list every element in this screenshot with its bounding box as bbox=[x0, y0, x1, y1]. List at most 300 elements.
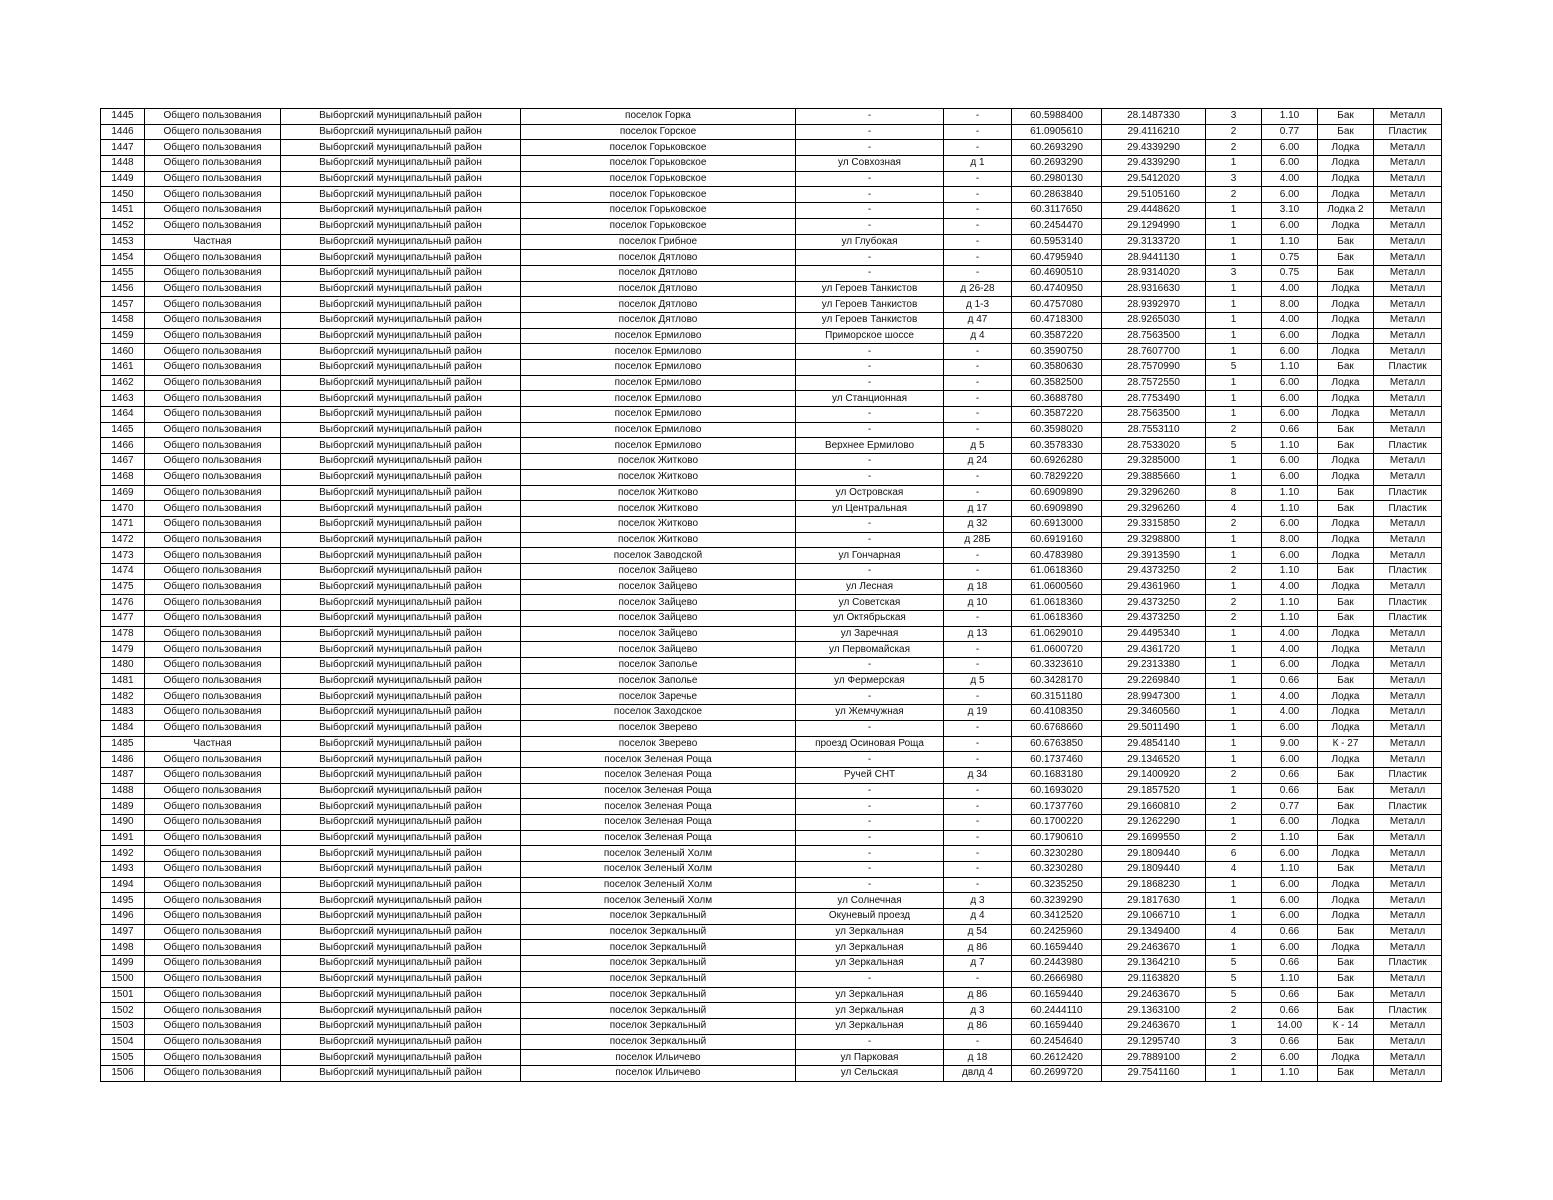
cell-container-count: 2 bbox=[1206, 1050, 1262, 1066]
table-row bbox=[101, 767, 1442, 783]
cell-row-number: 1484 bbox=[101, 720, 145, 736]
cell-latitude: 60.4757080 bbox=[1012, 297, 1102, 313]
cell-settlement: поселок Зеркальный bbox=[521, 956, 796, 972]
cell-settlement: поселок Горьковское bbox=[521, 140, 796, 156]
cell-material: Пластик bbox=[1374, 124, 1442, 140]
cell-latitude: 60.3323610 bbox=[1012, 658, 1102, 674]
cell-container-type: Бак bbox=[1318, 265, 1374, 281]
cell-settlement: поселок Ермилово bbox=[521, 328, 796, 344]
cell-district: Выборгский муниципальный район bbox=[281, 767, 521, 783]
cell-material: Металл bbox=[1374, 109, 1442, 125]
cell-usage-type: Общего пользования bbox=[145, 971, 281, 987]
cell-street: - bbox=[796, 469, 944, 485]
cell-row-number: 1497 bbox=[101, 924, 145, 940]
cell-material: Металл bbox=[1374, 344, 1442, 360]
cell-street: ул Солнечная bbox=[796, 893, 944, 909]
cell-street: Верхнее Ермилово bbox=[796, 438, 944, 454]
cell-row-number: 1491 bbox=[101, 830, 145, 846]
cell-house: - bbox=[944, 344, 1012, 360]
cell-container-type: Лодка bbox=[1318, 814, 1374, 830]
cell-row-number: 1501 bbox=[101, 987, 145, 1003]
cell-latitude: 60.3230280 bbox=[1012, 846, 1102, 862]
cell-settlement: поселок Зеленый Холм bbox=[521, 862, 796, 878]
cell-street: - bbox=[796, 877, 944, 893]
cell-street: ул Сельская bbox=[796, 1065, 944, 1081]
cell-street: проезд Осиновая Роща bbox=[796, 736, 944, 752]
table-row bbox=[101, 877, 1442, 893]
cell-material: Металл bbox=[1374, 140, 1442, 156]
cell-longitude: 29.4448620 bbox=[1102, 203, 1206, 219]
cell-usage-type: Общего пользования bbox=[145, 516, 281, 532]
cell-container-type: Лодка bbox=[1318, 344, 1374, 360]
cell-house: двлд 4 bbox=[944, 1065, 1012, 1081]
cell-settlement: поселок Зайцево bbox=[521, 563, 796, 579]
table-row bbox=[101, 752, 1442, 768]
cell-usage-type: Общего пользования bbox=[145, 281, 281, 297]
cell-district: Выборгский муниципальный район bbox=[281, 1065, 521, 1081]
cell-settlement: поселок Горское bbox=[521, 124, 796, 140]
cell-latitude: 60.2666980 bbox=[1012, 971, 1102, 987]
cell-house: д 4 bbox=[944, 328, 1012, 344]
cell-material: Металл bbox=[1374, 626, 1442, 642]
cell-container-count: 1 bbox=[1206, 407, 1262, 423]
cell-row-number: 1466 bbox=[101, 438, 145, 454]
cell-street: ул Героев Танкистов bbox=[796, 281, 944, 297]
cell-house: - bbox=[944, 783, 1012, 799]
cell-row-number: 1481 bbox=[101, 673, 145, 689]
cell-district: Выборгский муниципальный район bbox=[281, 563, 521, 579]
cell-district: Выборгский муниципальный район bbox=[281, 422, 521, 438]
cell-container-count: 1 bbox=[1206, 532, 1262, 548]
cell-container-count: 1 bbox=[1206, 1065, 1262, 1081]
cell-district: Выборгский муниципальный район bbox=[281, 140, 521, 156]
cell-settlement: поселок Зайцево bbox=[521, 579, 796, 595]
cell-settlement: поселок Зайцево bbox=[521, 595, 796, 611]
cell-settlement: поселок Грибное bbox=[521, 234, 796, 250]
cell-volume: 0.66 bbox=[1262, 767, 1318, 783]
cell-latitude: 61.0618360 bbox=[1012, 563, 1102, 579]
cell-container-count: 5 bbox=[1206, 971, 1262, 987]
table-row bbox=[101, 171, 1442, 187]
cell-volume: 6.00 bbox=[1262, 407, 1318, 423]
cell-material: Металл bbox=[1374, 391, 1442, 407]
cell-latitude: 60.2699720 bbox=[1012, 1065, 1102, 1081]
cell-row-number: 1502 bbox=[101, 1003, 145, 1019]
cell-volume: 6.00 bbox=[1262, 391, 1318, 407]
cell-house: - bbox=[944, 799, 1012, 815]
cell-district: Выборгский муниципальный район bbox=[281, 595, 521, 611]
cell-street: - bbox=[796, 140, 944, 156]
cell-container-count: 1 bbox=[1206, 203, 1262, 219]
cell-volume: 4.00 bbox=[1262, 579, 1318, 595]
cell-container-count: 3 bbox=[1206, 171, 1262, 187]
cell-volume: 1.10 bbox=[1262, 862, 1318, 878]
cell-district: Выборгский муниципальный район bbox=[281, 924, 521, 940]
cell-volume: 4.00 bbox=[1262, 626, 1318, 642]
cell-container-count: 2 bbox=[1206, 422, 1262, 438]
cell-row-number: 1495 bbox=[101, 893, 145, 909]
cell-street: - bbox=[796, 720, 944, 736]
cell-house: - bbox=[944, 124, 1012, 140]
cell-longitude: 29.3298800 bbox=[1102, 532, 1206, 548]
cell-house: - bbox=[944, 187, 1012, 203]
cell-settlement: поселок Горка bbox=[521, 109, 796, 125]
cell-material: Металл bbox=[1374, 548, 1442, 564]
cell-usage-type: Общего пользования bbox=[145, 940, 281, 956]
cell-volume: 6.00 bbox=[1262, 877, 1318, 893]
cell-row-number: 1471 bbox=[101, 516, 145, 532]
cell-row-number: 1448 bbox=[101, 156, 145, 172]
cell-house: - bbox=[944, 171, 1012, 187]
cell-usage-type: Общего пользования bbox=[145, 265, 281, 281]
cell-container-type: Лодка bbox=[1318, 705, 1374, 721]
cell-longitude: 29.1346520 bbox=[1102, 752, 1206, 768]
cell-usage-type: Общего пользования bbox=[145, 422, 281, 438]
cell-district: Выборгский муниципальный район bbox=[281, 485, 521, 501]
cell-usage-type: Общего пользования bbox=[145, 438, 281, 454]
cell-district: Выборгский муниципальный район bbox=[281, 956, 521, 972]
cell-district: Выборгский муниципальный район bbox=[281, 1018, 521, 1034]
cell-volume: 0.66 bbox=[1262, 956, 1318, 972]
cell-longitude: 29.1363100 bbox=[1102, 1003, 1206, 1019]
table-row bbox=[101, 140, 1442, 156]
cell-row-number: 1488 bbox=[101, 783, 145, 799]
cell-container-type: Бак bbox=[1318, 830, 1374, 846]
cell-container-type: Бак bbox=[1318, 956, 1374, 972]
cell-district: Выборгский муниципальный район bbox=[281, 971, 521, 987]
cell-row-number: 1492 bbox=[101, 846, 145, 862]
cell-container-type: Бак bbox=[1318, 783, 1374, 799]
cell-usage-type: Общего пользования bbox=[145, 344, 281, 360]
cell-container-count: 2 bbox=[1206, 830, 1262, 846]
cell-street: ул Зеркальная bbox=[796, 940, 944, 956]
cell-container-count: 1 bbox=[1206, 814, 1262, 830]
cell-material: Металл bbox=[1374, 469, 1442, 485]
table-row bbox=[101, 1034, 1442, 1050]
cell-row-number: 1465 bbox=[101, 422, 145, 438]
cell-container-type: Лодка bbox=[1318, 752, 1374, 768]
cell-container-type: Лодка bbox=[1318, 391, 1374, 407]
cell-latitude: 60.1683180 bbox=[1012, 767, 1102, 783]
cell-container-count: 2 bbox=[1206, 1003, 1262, 1019]
cell-settlement: поселок Ермилово bbox=[521, 407, 796, 423]
cell-usage-type: Общего пользования bbox=[145, 642, 281, 658]
cell-settlement: поселок Дятлово bbox=[521, 281, 796, 297]
cell-material: Металл bbox=[1374, 1034, 1442, 1050]
cell-longitude: 28.7607700 bbox=[1102, 344, 1206, 360]
cell-row-number: 1445 bbox=[101, 109, 145, 125]
cell-latitude: 60.1659440 bbox=[1012, 1018, 1102, 1034]
cell-container-count: 1 bbox=[1206, 312, 1262, 328]
cell-container-count: 1 bbox=[1206, 940, 1262, 956]
cell-container-count: 5 bbox=[1206, 956, 1262, 972]
cell-container-type: Лодка bbox=[1318, 1050, 1374, 1066]
cell-house: - bbox=[944, 752, 1012, 768]
cell-volume: 6.00 bbox=[1262, 893, 1318, 909]
cell-container-type: Бак bbox=[1318, 124, 1374, 140]
cell-container-count: 1 bbox=[1206, 752, 1262, 768]
table-row bbox=[101, 830, 1442, 846]
cell-usage-type: Общего пользования bbox=[145, 218, 281, 234]
cell-longitude: 29.4339290 bbox=[1102, 140, 1206, 156]
cell-container-type: Бак bbox=[1318, 971, 1374, 987]
cell-district: Выборгский муниципальный район bbox=[281, 736, 521, 752]
cell-usage-type: Общего пользования bbox=[145, 579, 281, 595]
cell-latitude: 60.3235250 bbox=[1012, 877, 1102, 893]
cell-container-count: 5 bbox=[1206, 360, 1262, 376]
cell-latitude: 60.4690510 bbox=[1012, 265, 1102, 281]
table-row bbox=[101, 689, 1442, 705]
cell-settlement: поселок Горьковское bbox=[521, 218, 796, 234]
cell-row-number: 1462 bbox=[101, 375, 145, 391]
cell-container-type: Лодка bbox=[1318, 312, 1374, 328]
cell-longitude: 29.5412020 bbox=[1102, 171, 1206, 187]
cell-container-type: Бак bbox=[1318, 563, 1374, 579]
cell-house: д 1-3 bbox=[944, 297, 1012, 313]
cell-volume: 6.00 bbox=[1262, 814, 1318, 830]
table-row bbox=[101, 987, 1442, 1003]
cell-district: Выборгский муниципальный район bbox=[281, 705, 521, 721]
cell-district: Выборгский муниципальный район bbox=[281, 344, 521, 360]
cell-container-type: Бак bbox=[1318, 595, 1374, 611]
cell-material: Металл bbox=[1374, 281, 1442, 297]
cell-district: Выборгский муниципальный район bbox=[281, 124, 521, 140]
cell-latitude: 61.0629010 bbox=[1012, 626, 1102, 642]
cell-usage-type: Общего пользования bbox=[145, 611, 281, 627]
cell-latitude: 60.7829220 bbox=[1012, 469, 1102, 485]
cell-row-number: 1455 bbox=[101, 265, 145, 281]
cell-row-number: 1487 bbox=[101, 767, 145, 783]
cell-latitude: 60.3428170 bbox=[1012, 673, 1102, 689]
cell-latitude: 60.2863840 bbox=[1012, 187, 1102, 203]
cell-longitude: 29.1660810 bbox=[1102, 799, 1206, 815]
cell-volume: 1.10 bbox=[1262, 971, 1318, 987]
cell-district: Выборгский муниципальный район bbox=[281, 940, 521, 956]
cell-row-number: 1472 bbox=[101, 532, 145, 548]
cell-latitude: 60.6909890 bbox=[1012, 501, 1102, 517]
cell-material: Металл bbox=[1374, 218, 1442, 234]
cell-container-type: Бак bbox=[1318, 250, 1374, 266]
cell-longitude: 29.4339290 bbox=[1102, 156, 1206, 172]
cell-row-number: 1450 bbox=[101, 187, 145, 203]
cell-settlement: поселок Зеркальный bbox=[521, 971, 796, 987]
cell-street: - bbox=[796, 407, 944, 423]
cell-row-number: 1454 bbox=[101, 250, 145, 266]
cell-container-type: К - 14 bbox=[1318, 1018, 1374, 1034]
table-row bbox=[101, 297, 1442, 313]
cell-district: Выборгский муниципальный район bbox=[281, 109, 521, 125]
cell-container-count: 2 bbox=[1206, 563, 1262, 579]
cell-usage-type: Общего пользования bbox=[145, 501, 281, 517]
cell-street: ул Центральная bbox=[796, 501, 944, 517]
cell-street: ул Зеркальная bbox=[796, 987, 944, 1003]
cell-settlement: поселок Зверево bbox=[521, 720, 796, 736]
cell-house: - bbox=[944, 971, 1012, 987]
table-row bbox=[101, 344, 1442, 360]
cell-container-count: 3 bbox=[1206, 265, 1262, 281]
cell-latitude: 60.2612420 bbox=[1012, 1050, 1102, 1066]
table-row bbox=[101, 265, 1442, 281]
table-row bbox=[101, 611, 1442, 627]
cell-settlement: поселок Зеркальный bbox=[521, 1003, 796, 1019]
cell-material: Металл bbox=[1374, 736, 1442, 752]
cell-district: Выборгский муниципальный район bbox=[281, 454, 521, 470]
cell-district: Выборгский муниципальный район bbox=[281, 297, 521, 313]
cell-longitude: 29.4373250 bbox=[1102, 595, 1206, 611]
table-row bbox=[101, 328, 1442, 344]
cell-settlement: поселок Горьковское bbox=[521, 203, 796, 219]
table-row bbox=[101, 532, 1442, 548]
cell-usage-type: Общего пользования bbox=[145, 1065, 281, 1081]
cell-material: Пластик bbox=[1374, 485, 1442, 501]
cell-usage-type: Общего пользования bbox=[145, 924, 281, 940]
cell-house: д 10 bbox=[944, 595, 1012, 611]
cell-material: Металл bbox=[1374, 893, 1442, 909]
cell-latitude: 60.2980130 bbox=[1012, 171, 1102, 187]
cell-material: Металл bbox=[1374, 579, 1442, 595]
cell-container-type: Бак bbox=[1318, 862, 1374, 878]
cell-latitude: 61.0618360 bbox=[1012, 595, 1102, 611]
cell-container-type: Лодка bbox=[1318, 893, 1374, 909]
cell-usage-type: Общего пользования bbox=[145, 532, 281, 548]
cell-longitude: 29.3133720 bbox=[1102, 234, 1206, 250]
cell-street: ул Советская bbox=[796, 595, 944, 611]
cell-container-count: 1 bbox=[1206, 297, 1262, 313]
cell-settlement: поселок Зверево bbox=[521, 736, 796, 752]
cell-street: - bbox=[796, 360, 944, 376]
table-row bbox=[101, 516, 1442, 532]
cell-latitude: 60.2425960 bbox=[1012, 924, 1102, 940]
cell-row-number: 1467 bbox=[101, 454, 145, 470]
cell-longitude: 29.4854140 bbox=[1102, 736, 1206, 752]
table-row bbox=[101, 940, 1442, 956]
cell-volume: 0.77 bbox=[1262, 124, 1318, 140]
cell-volume: 1.10 bbox=[1262, 485, 1318, 501]
cell-container-count: 4 bbox=[1206, 924, 1262, 940]
cell-material: Металл bbox=[1374, 783, 1442, 799]
cell-longitude: 29.5011490 bbox=[1102, 720, 1206, 736]
cell-longitude: 28.7563500 bbox=[1102, 407, 1206, 423]
cell-longitude: 28.9947300 bbox=[1102, 689, 1206, 705]
cell-district: Выборгский муниципальный район bbox=[281, 516, 521, 532]
cell-settlement: поселок Ермилово bbox=[521, 344, 796, 360]
cell-row-number: 1451 bbox=[101, 203, 145, 219]
cell-longitude: 29.3460560 bbox=[1102, 705, 1206, 721]
cell-container-type: Лодка bbox=[1318, 156, 1374, 172]
cell-house: д 19 bbox=[944, 705, 1012, 721]
cell-street: ул Зеркальная bbox=[796, 924, 944, 940]
cell-row-number: 1483 bbox=[101, 705, 145, 721]
cell-street: ул Зеркальная bbox=[796, 956, 944, 972]
cell-container-type: Лодка bbox=[1318, 877, 1374, 893]
cell-row-number: 1463 bbox=[101, 391, 145, 407]
cell-container-count: 1 bbox=[1206, 375, 1262, 391]
cell-house: - bbox=[944, 250, 1012, 266]
cell-container-type: Бак bbox=[1318, 799, 1374, 815]
cell-house: - bbox=[944, 877, 1012, 893]
cell-district: Выборгский муниципальный район bbox=[281, 909, 521, 925]
cell-street: Приморское шоссе bbox=[796, 328, 944, 344]
cell-house: д 1 bbox=[944, 156, 1012, 172]
cell-longitude: 29.1349400 bbox=[1102, 924, 1206, 940]
cell-house: - bbox=[944, 720, 1012, 736]
cell-material: Металл bbox=[1374, 422, 1442, 438]
table-row bbox=[101, 375, 1442, 391]
cell-volume: 8.00 bbox=[1262, 297, 1318, 313]
cell-longitude: 28.7533020 bbox=[1102, 438, 1206, 454]
cell-longitude: 28.7572550 bbox=[1102, 375, 1206, 391]
cell-latitude: 60.2454640 bbox=[1012, 1034, 1102, 1050]
cell-house: - bbox=[944, 814, 1012, 830]
cell-longitude: 29.1163820 bbox=[1102, 971, 1206, 987]
cell-settlement: поселок Зайцево bbox=[521, 611, 796, 627]
cell-usage-type: Общего пользования bbox=[145, 846, 281, 862]
cell-latitude: 60.6763850 bbox=[1012, 736, 1102, 752]
cell-district: Выборгский муниципальный район bbox=[281, 579, 521, 595]
cell-street: Окуневый проезд bbox=[796, 909, 944, 925]
table-row bbox=[101, 438, 1442, 454]
cell-latitude: 60.3587220 bbox=[1012, 328, 1102, 344]
cell-material: Металл bbox=[1374, 846, 1442, 862]
cell-latitude: 60.1659440 bbox=[1012, 940, 1102, 956]
cell-volume: 6.00 bbox=[1262, 218, 1318, 234]
cell-longitude: 28.9392970 bbox=[1102, 297, 1206, 313]
cell-latitude: 61.0905610 bbox=[1012, 124, 1102, 140]
cell-latitude: 60.2693290 bbox=[1012, 140, 1102, 156]
cell-container-count: 1 bbox=[1206, 658, 1262, 674]
cell-street: ул Станционная bbox=[796, 391, 944, 407]
cell-usage-type: Общего пользования bbox=[145, 109, 281, 125]
cell-container-type: Бак bbox=[1318, 234, 1374, 250]
table-row bbox=[101, 156, 1442, 172]
cell-material: Пластик bbox=[1374, 563, 1442, 579]
cell-district: Выборгский муниципальный район bbox=[281, 1034, 521, 1050]
cell-usage-type: Общего пользования bbox=[145, 124, 281, 140]
cell-latitude: 60.3688780 bbox=[1012, 391, 1102, 407]
cell-longitude: 29.1262290 bbox=[1102, 814, 1206, 830]
cell-material: Пластик bbox=[1374, 767, 1442, 783]
cell-district: Выборгский муниципальный район bbox=[281, 846, 521, 862]
table-row bbox=[101, 799, 1442, 815]
cell-longitude: 29.1699550 bbox=[1102, 830, 1206, 846]
cell-container-type: Лодка bbox=[1318, 642, 1374, 658]
cell-volume: 1.10 bbox=[1262, 611, 1318, 627]
cell-house: д 18 bbox=[944, 1050, 1012, 1066]
cell-container-count: 1 bbox=[1206, 783, 1262, 799]
cell-street: - bbox=[796, 689, 944, 705]
cell-row-number: 1473 bbox=[101, 548, 145, 564]
cell-container-count: 1 bbox=[1206, 454, 1262, 470]
cell-settlement: поселок Житково bbox=[521, 532, 796, 548]
cell-latitude: 60.4718300 bbox=[1012, 312, 1102, 328]
table-row bbox=[101, 626, 1442, 642]
cell-container-count: 1 bbox=[1206, 877, 1262, 893]
cell-longitude: 28.1487330 bbox=[1102, 109, 1206, 125]
cell-volume: 1.10 bbox=[1262, 438, 1318, 454]
cell-usage-type: Общего пользования bbox=[145, 705, 281, 721]
cell-house: д 47 bbox=[944, 312, 1012, 328]
cell-container-count: 1 bbox=[1206, 689, 1262, 705]
cell-house: д 86 bbox=[944, 987, 1012, 1003]
cell-usage-type: Общего пользования bbox=[145, 548, 281, 564]
cell-container-type: Лодка bbox=[1318, 187, 1374, 203]
cell-row-number: 1460 bbox=[101, 344, 145, 360]
cell-volume: 4.00 bbox=[1262, 281, 1318, 297]
cell-row-number: 1458 bbox=[101, 312, 145, 328]
cell-settlement: поселок Зеленая Роща bbox=[521, 767, 796, 783]
cell-material: Металл bbox=[1374, 532, 1442, 548]
cell-longitude: 28.9316630 bbox=[1102, 281, 1206, 297]
